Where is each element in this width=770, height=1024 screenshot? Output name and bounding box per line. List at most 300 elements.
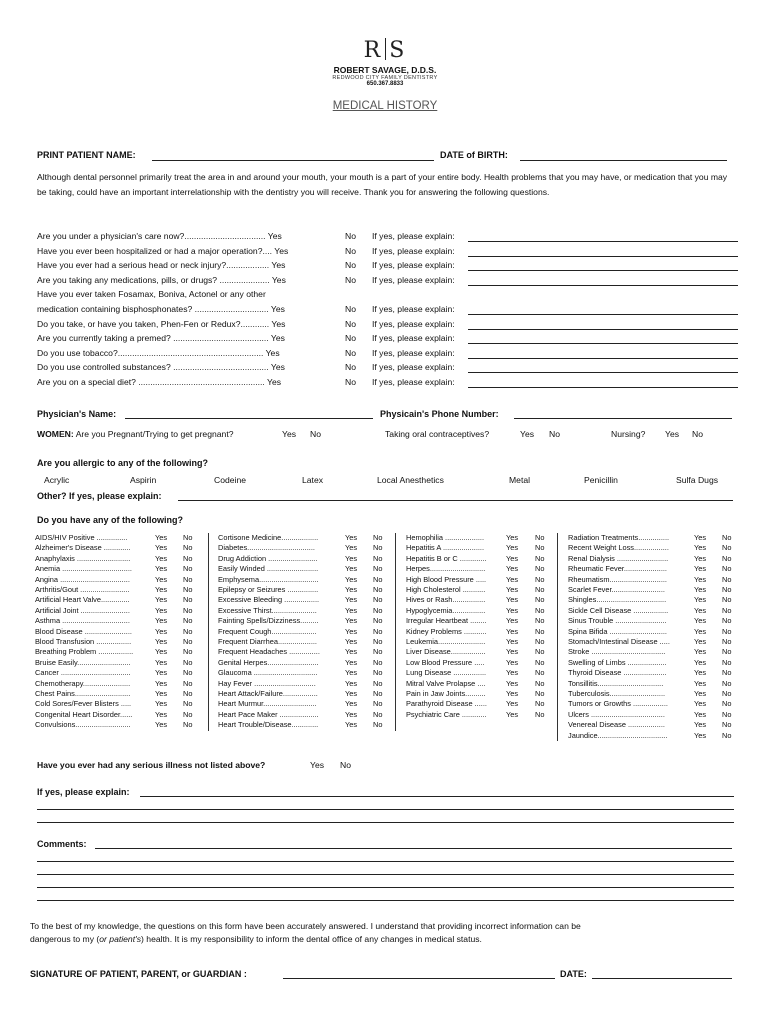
condition-yes[interactable]: Yes: [694, 730, 707, 740]
condition-item: Cortisone Medicine..................: [218, 533, 319, 542]
condition-no[interactable]: No: [535, 553, 545, 563]
condition-item: Diabetes.................................: [218, 543, 315, 553]
signature-label: SIGNATURE OF PATIENT, PARENT, or GUARDIAN :: [30, 969, 247, 979]
condition-no[interactable]: No: [722, 574, 732, 584]
question-explain-label: If yes, please explain:: [372, 260, 455, 271]
condition-yes[interactable]: Yes: [506, 595, 519, 605]
condition-yes[interactable]: Yes: [155, 720, 168, 730]
condition-no[interactable]: No: [722, 678, 732, 688]
condition-yes[interactable]: Yes: [694, 689, 707, 698]
nursing-yes[interactable]: Yes: [665, 429, 680, 439]
condition-item: Angina ..................................: [35, 574, 130, 584]
signature-date-field[interactable]: [592, 978, 732, 979]
condition-no[interactable]: No: [183, 657, 193, 667]
condition-yes[interactable]: Yes: [345, 564, 358, 574]
condition-yes[interactable]: Yes: [155, 626, 168, 636]
condition-no[interactable]: No: [183, 637, 193, 646]
condition-no[interactable]: No: [373, 533, 383, 542]
condition-yes[interactable]: Yes: [694, 668, 707, 678]
condition-yes[interactable]: Yes: [345, 626, 358, 636]
condition-item: Congenital Heart Disorder......: [35, 709, 133, 719]
signature-field[interactable]: [283, 978, 555, 979]
condition-no[interactable]: No: [183, 678, 193, 688]
question-no[interactable]: No: [345, 318, 356, 329]
condition-item: Spina Bifida ............................: [568, 626, 667, 636]
condition-no[interactable]: No: [373, 616, 383, 626]
condition-no[interactable]: No: [373, 699, 383, 709]
condition-yes[interactable]: Yes: [155, 553, 168, 563]
condition-no[interactable]: No: [183, 626, 193, 636]
condition-no[interactable]: No: [535, 678, 545, 688]
question-explain-label: If yes, please explain:: [372, 245, 455, 256]
condition-yes[interactable]: Yes: [694, 657, 707, 667]
question-explain-field[interactable]: [468, 314, 738, 315]
patient-name-label: PRINT PATIENT NAME:: [37, 150, 136, 160]
question-explain-label: If yes, please explain:: [372, 304, 455, 314]
serious-illness-no[interactable]: No: [340, 760, 351, 770]
dentist-name: ROBERT SAVAGE, D.D.S.: [333, 65, 437, 75]
contraceptives-yes[interactable]: Yes: [520, 429, 535, 439]
condition-no[interactable]: No: [183, 543, 193, 553]
allergy-codeine[interactable]: Codeine: [214, 475, 247, 485]
question-text: Have you ever had a serious head or neck injury?.................. Yes: [37, 260, 286, 271]
explain-label: If yes, please explain:: [37, 787, 130, 797]
condition-no[interactable]: No: [722, 657, 732, 667]
question-text: Do you use tobacco?............................................................. Yes: [37, 347, 280, 358]
condition-item: Recent Weight Loss.................: [568, 543, 669, 553]
condition-yes[interactable]: Yes: [506, 657, 519, 667]
condition-item: Psychiatric Care ............: [406, 709, 487, 719]
condition-no[interactable]: No: [535, 616, 545, 626]
condition-item: Pain in Jaw Joints..........: [406, 689, 486, 698]
condition-yes[interactable]: Yes: [506, 553, 519, 563]
condition-item: Emphysema.............................: [218, 574, 319, 584]
condition-yes[interactable]: Yes: [155, 689, 168, 698]
condition-yes[interactable]: Yes: [694, 564, 707, 574]
condition-item: Herpes...........................: [406, 564, 486, 574]
physician-phone-label: Physicain's Phone Number:: [380, 409, 499, 419]
condition-no[interactable]: No: [373, 647, 383, 657]
allergy-latex[interactable]: Latex: [302, 475, 324, 485]
condition-item: Kidney Problems ...........: [406, 626, 487, 636]
condition-yes[interactable]: Yes: [694, 637, 707, 646]
condition-item: AIDS/HIV Positive ...............: [35, 533, 128, 542]
condition-no[interactable]: No: [535, 585, 545, 594]
question-explain-field[interactable]: [468, 387, 738, 388]
condition-yes[interactable]: Yes: [506, 574, 519, 584]
serious-illness-yes[interactable]: Yes: [310, 760, 325, 770]
condition-no[interactable]: No: [722, 626, 732, 636]
condition-item: Excessive Thirst......................: [218, 605, 317, 615]
condition-item: Tuberculosis...........................: [568, 689, 666, 698]
question-no[interactable]: No: [345, 362, 356, 373]
condition-no[interactable]: No: [183, 553, 193, 563]
question-no[interactable]: No: [345, 377, 356, 387]
condition-item: Leukemia.......................: [406, 637, 486, 646]
condition-item: Heart Trouble/Disease.............: [218, 720, 319, 730]
condition-no[interactable]: No: [535, 699, 545, 709]
condition-yes[interactable]: Yes: [345, 574, 358, 584]
condition-item: Hypoglycemia................: [406, 605, 486, 615]
question-explain-label: If yes, please explain:: [372, 362, 455, 373]
condition-no[interactable]: No: [183, 689, 193, 698]
condition-no[interactable]: No: [535, 647, 545, 657]
condition-yes[interactable]: Yes: [506, 616, 519, 626]
condition-yes[interactable]: Yes: [694, 553, 707, 563]
allergy-metal[interactable]: Metal: [509, 475, 531, 485]
condition-item: Epilepsy or Seizures ...............: [218, 585, 319, 594]
condition-yes[interactable]: Yes: [345, 678, 358, 688]
condition-no[interactable]: No: [722, 689, 732, 698]
condition-no[interactable]: No: [183, 668, 193, 678]
question-no[interactable]: No: [345, 347, 356, 358]
comments-label: Comments:: [37, 839, 87, 849]
condition-no[interactable]: No: [373, 637, 383, 646]
condition-no[interactable]: No: [722, 543, 732, 553]
condition-yes[interactable]: Yes: [506, 647, 519, 657]
condition-yes[interactable]: Yes: [694, 626, 707, 636]
condition-no[interactable]: No: [183, 585, 193, 594]
allergy-acrylic[interactable]: Acrylic: [44, 475, 70, 485]
condition-item: Rheumatism............................: [568, 574, 667, 584]
condition-no[interactable]: No: [535, 668, 545, 678]
women-row: [37, 429, 234, 439]
condition-no[interactable]: No: [535, 595, 545, 605]
condition-no[interactable]: No: [722, 564, 732, 574]
condition-no[interactable]: No: [722, 720, 732, 730]
condition-item: Hemophilia ...................: [406, 533, 485, 542]
condition-yes[interactable]: Yes: [345, 543, 358, 553]
condition-yes[interactable]: Yes: [345, 585, 358, 594]
question-explain-label: If yes, please explain:: [372, 231, 455, 241]
condition-no[interactable]: No: [722, 585, 732, 594]
condition-no[interactable]: No: [373, 585, 383, 594]
question-text: Do you use controlled substances? ........................................ Yes: [37, 362, 285, 373]
question-explain-field[interactable]: [468, 285, 738, 286]
condition-no[interactable]: No: [535, 709, 545, 719]
question-text: Are you on a special diet? ..................................................... Yes: [37, 377, 282, 387]
condition-yes[interactable]: Yes: [345, 647, 358, 657]
condition-item: Artificial Joint ........................: [35, 605, 130, 615]
condition-no[interactable]: No: [373, 678, 383, 688]
pregnant-yes[interactable]: Yes: [282, 429, 297, 439]
condition-no[interactable]: No: [722, 553, 732, 563]
logo-monogram: R S: [363, 38, 407, 63]
condition-item: Thyroid Disease .....................: [568, 668, 667, 678]
condition-item: Mitral Valve Prolapse ....: [406, 678, 486, 688]
condition-no[interactable]: No: [722, 595, 732, 605]
condition-yes[interactable]: Yes: [345, 709, 358, 719]
condition-yes[interactable]: Yes: [694, 605, 707, 615]
explain-line-3[interactable]: [37, 822, 734, 823]
condition-no[interactable]: No: [535, 657, 545, 667]
condition-yes[interactable]: Yes: [506, 533, 519, 542]
condition-item: Heart Murmur..........................: [218, 699, 317, 709]
question-explain-label: If yes, please explain:: [372, 377, 455, 387]
nursing-no[interactable]: No: [692, 429, 703, 439]
condition-item: Shingles..................................: [568, 595, 667, 605]
condition-yes[interactable]: Yes: [155, 678, 168, 688]
signature-date-label: DATE:: [560, 969, 587, 979]
condition-item: Convulsions...........................: [35, 720, 131, 730]
condition-no[interactable]: No: [722, 699, 732, 709]
condition-no[interactable]: No: [183, 533, 193, 542]
condition-yes[interactable]: Yes: [506, 689, 519, 698]
comments-line-5[interactable]: [37, 900, 734, 901]
condition-yes[interactable]: Yes: [694, 678, 707, 688]
condition-no[interactable]: No: [183, 647, 193, 657]
column-divider: [208, 533, 209, 731]
question-explain-field[interactable]: [468, 329, 738, 330]
condition-no[interactable]: No: [183, 720, 193, 730]
condition-yes[interactable]: Yes: [694, 647, 707, 657]
condition-yes[interactable]: Yes: [155, 699, 168, 709]
dob-field[interactable]: [520, 160, 727, 161]
condition-item: Stomach/Intestinal Disease .....: [568, 637, 670, 646]
condition-yes[interactable]: Yes: [345, 605, 358, 615]
condition-no[interactable]: No: [535, 533, 545, 542]
condition-yes[interactable]: Yes: [345, 637, 358, 646]
condition-item: Chest Pains...........................: [35, 689, 131, 698]
condition-yes[interactable]: Yes: [345, 553, 358, 563]
condition-no[interactable]: No: [722, 730, 732, 740]
condition-yes[interactable]: Yes: [345, 657, 358, 667]
conditions-label: Do you have any of the following?: [37, 515, 184, 525]
condition-yes[interactable]: Yes: [694, 543, 707, 553]
question-explain-field[interactable]: [468, 270, 738, 271]
condition-no[interactable]: No: [722, 647, 732, 657]
condition-no[interactable]: No: [373, 720, 383, 730]
condition-item: Liver Disease.................: [406, 647, 486, 657]
nursing-question: Nursing?: [611, 429, 646, 439]
condition-no[interactable]: No: [373, 605, 383, 615]
dob-label: DATE of BIRTH:: [440, 150, 508, 160]
question-explain-label: If yes, please explain:: [372, 347, 455, 358]
condition-no[interactable]: No: [183, 564, 193, 574]
condition-yes[interactable]: Yes: [506, 699, 519, 709]
condition-yes[interactable]: Yes: [155, 668, 168, 678]
condition-item: Frequent Cough......................: [218, 626, 317, 636]
condition-item: Breathing Problem .................: [35, 647, 134, 657]
question-explain-field[interactable]: [468, 343, 738, 344]
condition-no[interactable]: No: [183, 605, 193, 615]
condition-yes[interactable]: Yes: [506, 678, 519, 688]
condition-item: Alzheimer's Disease .............: [35, 543, 131, 553]
question-no[interactable]: No: [345, 304, 356, 314]
condition-yes[interactable]: Yes: [694, 595, 707, 605]
condition-yes[interactable]: Yes: [694, 585, 707, 594]
condition-yes[interactable]: Yes: [694, 574, 707, 584]
condition-yes[interactable]: Yes: [155, 637, 168, 646]
other-allergy-field[interactable]: [178, 500, 733, 501]
condition-item: Hives or Rash................: [406, 595, 486, 605]
condition-yes[interactable]: Yes: [155, 564, 168, 574]
condition-item: Blood Disease .......................: [35, 626, 132, 636]
practice-name: REDWOOD CITY FAMILY DENTISTRY: [332, 75, 438, 81]
question-explain-label: If yes, please explain:: [372, 333, 455, 344]
condition-yes[interactable]: Yes: [345, 689, 358, 698]
contraceptives-no[interactable]: No: [549, 429, 560, 439]
condition-no[interactable]: No: [183, 574, 193, 584]
condition-item: High Blood Pressure .....: [406, 574, 487, 584]
question-text: medication containing bisphosphonates? ............................... Yes: [37, 304, 285, 314]
question-no[interactable]: No: [345, 333, 356, 344]
condition-yes[interactable]: Yes: [694, 709, 707, 719]
allergy-aspirin[interactable]: Aspirin: [130, 475, 157, 485]
question-explain-label: If yes, please explain:: [372, 274, 455, 285]
physician-name-field[interactable]: [125, 418, 373, 419]
condition-yes[interactable]: Yes: [506, 709, 519, 719]
condition-item: Frequent Headaches ...............: [218, 647, 320, 657]
condition-yes[interactable]: Yes: [155, 657, 168, 667]
allergy-sulfa[interactable]: Sulfa Dugs: [676, 475, 719, 485]
condition-yes[interactable]: Yes: [155, 574, 168, 584]
question-explain-field[interactable]: [468, 256, 738, 257]
condition-no[interactable]: No: [183, 699, 193, 709]
comments-line-2[interactable]: [37, 861, 734, 862]
other-allergy-label: Other? If yes, please explain:: [37, 491, 162, 501]
condition-item: Heart Pace Maker ...................: [218, 709, 319, 719]
comments-line-1[interactable]: [95, 848, 732, 849]
condition-yes[interactable]: Yes: [506, 668, 519, 678]
condition-no[interactable]: No: [535, 626, 545, 636]
condition-yes[interactable]: Yes: [155, 616, 168, 626]
comments-line-3[interactable]: [37, 874, 734, 875]
condition-item: Heart Attack/Failure.................: [218, 689, 318, 698]
condition-yes[interactable]: Yes: [155, 709, 168, 719]
condition-no[interactable]: No: [373, 689, 383, 698]
question-text: Do you take, or have you taken, Phen-Fen or Redux?............ Yes: [37, 318, 286, 329]
physician-name-label: Physician's Name:: [37, 409, 117, 419]
condition-yes[interactable]: Yes: [694, 533, 707, 542]
condition-item: Anaphylaxis ..........................: [35, 553, 131, 563]
condition-no[interactable]: No: [722, 605, 732, 615]
condition-no[interactable]: No: [535, 637, 545, 646]
condition-yes[interactable]: Yes: [345, 720, 358, 730]
condition-yes[interactable]: Yes: [506, 626, 519, 636]
condition-no[interactable]: No: [722, 637, 732, 646]
condition-item: Parathyroid Disease ......: [406, 699, 487, 709]
comments-line-4[interactable]: [37, 887, 734, 888]
condition-item: Frequent Diarrhea...................: [218, 637, 317, 646]
condition-item: Easily Winded .........................: [218, 564, 319, 574]
condition-item: Anemia ..................................: [35, 564, 132, 574]
question-explain-field[interactable]: [468, 241, 738, 242]
condition-no[interactable]: No: [373, 553, 383, 563]
condition-yes[interactable]: Yes: [345, 616, 358, 626]
condition-item: Irregular Heartbeat ........: [406, 616, 487, 626]
condition-yes[interactable]: Yes: [506, 543, 519, 553]
allergy-penicillin[interactable]: Penicillin: [584, 475, 618, 485]
pregnant-no[interactable]: No: [310, 429, 321, 439]
condition-item: Rheumatic Fever.....................: [568, 564, 667, 574]
condition-no[interactable]: No: [373, 595, 383, 605]
condition-item: Swelling of Limbs ...................: [568, 657, 667, 667]
condition-no[interactable]: No: [373, 657, 383, 667]
condition-item: Blood Transfusion .................: [35, 637, 132, 646]
condition-no[interactable]: No: [535, 605, 545, 615]
condition-yes[interactable]: Yes: [506, 564, 519, 574]
condition-yes[interactable]: Yes: [694, 720, 707, 730]
question-no[interactable]: No: [345, 245, 356, 256]
explain-line-2[interactable]: [37, 809, 734, 810]
condition-item: Jaundice..................................: [568, 730, 668, 740]
condition-no[interactable]: No: [373, 574, 383, 584]
condition-no[interactable]: No: [373, 543, 383, 553]
condition-yes[interactable]: Yes: [506, 637, 519, 646]
condition-yes[interactable]: Yes: [345, 699, 358, 709]
condition-no[interactable]: No: [722, 616, 732, 626]
question-explain-field[interactable]: [468, 372, 738, 373]
condition-yes[interactable]: Yes: [506, 585, 519, 594]
question-no[interactable]: No: [345, 274, 356, 285]
condition-yes[interactable]: Yes: [155, 605, 168, 615]
condition-no[interactable]: No: [722, 668, 732, 678]
condition-yes[interactable]: Yes: [345, 668, 358, 678]
condition-no[interactable]: No: [373, 668, 383, 678]
condition-item: Excessive Bleeding .................: [218, 595, 320, 605]
practice-logo: [0, 38, 770, 87]
condition-no[interactable]: No: [535, 574, 545, 584]
condition-yes[interactable]: Yes: [345, 533, 358, 542]
condition-no[interactable]: No: [183, 616, 193, 626]
question-no[interactable]: No: [345, 231, 356, 241]
condition-yes[interactable]: Yes: [694, 616, 707, 626]
condition-item: Cancer ..................................: [35, 668, 131, 678]
condition-no[interactable]: No: [535, 543, 545, 553]
question-explain-field[interactable]: [468, 358, 738, 359]
condition-no[interactable]: No: [183, 595, 193, 605]
column-divider: [395, 533, 396, 731]
condition-yes[interactable]: Yes: [345, 595, 358, 605]
question-text: Are you taking any medications, pills, or drugs? ..................... Yes: [37, 274, 286, 285]
condition-item: Renal Dialysis .........................: [568, 553, 669, 563]
condition-no[interactable]: No: [373, 626, 383, 636]
question-explain-label: If yes, please explain:: [372, 318, 455, 329]
explain-line-1[interactable]: [140, 796, 734, 797]
condition-no[interactable]: No: [373, 564, 383, 574]
form-title: MEDICAL HISTORY: [332, 100, 438, 112]
condition-item: Scarlet Fever..........................: [568, 585, 665, 594]
condition-no[interactable]: No: [373, 709, 383, 719]
physician-phone-field[interactable]: [514, 418, 732, 419]
condition-item: Hepatitis A ....................: [406, 543, 485, 553]
serious-illness-row: [37, 760, 265, 770]
condition-yes[interactable]: Yes: [155, 647, 168, 657]
allergy-local-anesthetics[interactable]: Local Anesthetics: [377, 475, 444, 485]
condition-item: Drug Addiction ........................: [218, 553, 318, 563]
condition-item: Ulcers ....................................: [568, 709, 665, 719]
condition-no[interactable]: No: [722, 709, 732, 719]
condition-yes[interactable]: Yes: [155, 543, 168, 553]
question-no[interactable]: No: [345, 260, 356, 271]
condition-no[interactable]: No: [535, 689, 545, 698]
condition-yes[interactable]: Yes: [155, 533, 168, 542]
women-label: WOMEN:: [37, 429, 74, 439]
condition-no[interactable]: No: [183, 709, 193, 719]
condition-yes[interactable]: Yes: [155, 585, 168, 594]
condition-item: Artificial Heart Valve..............: [35, 595, 130, 605]
condition-yes[interactable]: Yes: [694, 699, 707, 709]
contraceptives-question: Taking oral contraceptives?: [385, 429, 490, 439]
condition-yes[interactable]: Yes: [506, 605, 519, 615]
condition-no[interactable]: No: [722, 533, 732, 542]
patient-name-field[interactable]: [152, 160, 434, 161]
condition-yes[interactable]: Yes: [155, 595, 168, 605]
pregnant-question: Are you Pregnant/Trying to get pregnant?: [75, 429, 234, 439]
condition-no[interactable]: No: [535, 564, 545, 574]
condition-item: High Cholesterol ...........: [406, 585, 486, 594]
